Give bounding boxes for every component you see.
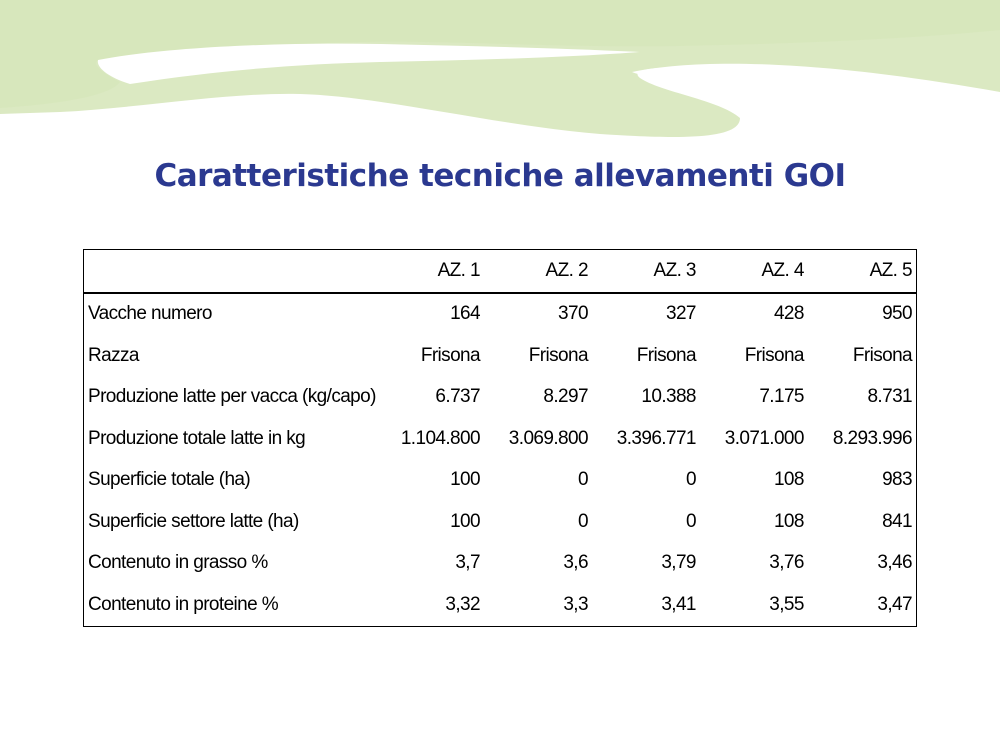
table-cell: 7.175 xyxy=(759,386,804,408)
row-label: Produzione latte per vacca (kg/capo) xyxy=(88,386,376,408)
slide-title: Caratteristiche tecniche allevamenti GOI xyxy=(154,158,846,194)
table-cell: 3,76 xyxy=(769,552,804,574)
table-cell: 3,55 xyxy=(769,593,804,615)
table-cell: 0 xyxy=(685,510,696,532)
table-cell: 3,47 xyxy=(877,593,912,615)
table-cell: 841 xyxy=(882,510,912,532)
table-header-row xyxy=(84,250,917,293)
row-label: Contenuto in grasso % xyxy=(88,552,268,574)
table-row xyxy=(84,584,917,626)
table-cell: 100 xyxy=(450,510,480,532)
table-cell: Frisona xyxy=(636,344,696,366)
header-cell: AZ. 4 xyxy=(700,250,808,293)
header-cell: AZ. 2 xyxy=(484,250,592,293)
table-cell: Frisona xyxy=(852,344,912,366)
table-cell: 327 xyxy=(666,303,696,325)
row-label: Contenuto in proteine % xyxy=(88,593,279,615)
table-cell: Frisona xyxy=(744,344,804,366)
table-cell: 164 xyxy=(450,303,480,325)
table-cell: 3.069.800 xyxy=(508,427,588,449)
table-row xyxy=(84,418,917,460)
row-label: Vacche numero xyxy=(88,303,212,325)
table-cell: 3,6 xyxy=(563,552,588,574)
header-cell xyxy=(84,250,377,293)
table-cell: 0 xyxy=(577,469,588,491)
table-row xyxy=(84,377,917,419)
header-cell: AZ. 1 xyxy=(376,250,484,293)
table-cell: 0 xyxy=(685,469,696,491)
table-cell: 3.396.771 xyxy=(616,427,696,449)
table-cell: 1.104.800 xyxy=(400,427,480,449)
table-cell: 3,3 xyxy=(563,593,588,615)
table-cell: 10.388 xyxy=(641,386,696,408)
header-cell: AZ. 5 xyxy=(808,250,917,293)
table-row xyxy=(84,501,917,543)
row-label: Razza xyxy=(88,344,139,366)
table-row xyxy=(84,335,917,377)
table-cell: 3.071.000 xyxy=(724,427,804,449)
table-cell: Frisona xyxy=(420,344,480,366)
header-cell: AZ. 3 xyxy=(592,250,700,293)
row-label: Superficie totale (ha) xyxy=(88,469,251,491)
row-label: Produzione totale latte in kg xyxy=(88,427,306,449)
table-cell: 100 xyxy=(450,469,480,491)
table-cell: 950 xyxy=(882,303,912,325)
table-row xyxy=(84,543,917,585)
table-cell: 108 xyxy=(773,510,804,532)
row-label: Superficie settore latte (ha) xyxy=(88,510,299,532)
table-cell: 370 xyxy=(558,303,588,325)
table-cell: 983 xyxy=(882,469,912,491)
table-cell: 6.737 xyxy=(435,386,480,408)
decorative-wave-header xyxy=(0,0,1000,160)
table-row xyxy=(84,293,917,336)
table-cell: 3,79 xyxy=(661,552,696,574)
table-cell: 3,46 xyxy=(877,552,912,574)
table-row xyxy=(84,460,917,502)
table-cell: 108 xyxy=(773,469,804,491)
table-cell: 8.731 xyxy=(867,386,912,408)
table-cell: 8.297 xyxy=(543,386,588,408)
table-cell: 0 xyxy=(577,510,588,532)
table-cell: 3,41 xyxy=(661,593,696,615)
table-cell: 428 xyxy=(773,303,804,325)
data-table xyxy=(83,249,917,627)
table-cell: Frisona xyxy=(528,344,588,366)
table-cell: 3,32 xyxy=(445,593,480,615)
table-cell: 8.293.996 xyxy=(832,427,912,449)
table-cell: 3,7 xyxy=(455,552,480,574)
